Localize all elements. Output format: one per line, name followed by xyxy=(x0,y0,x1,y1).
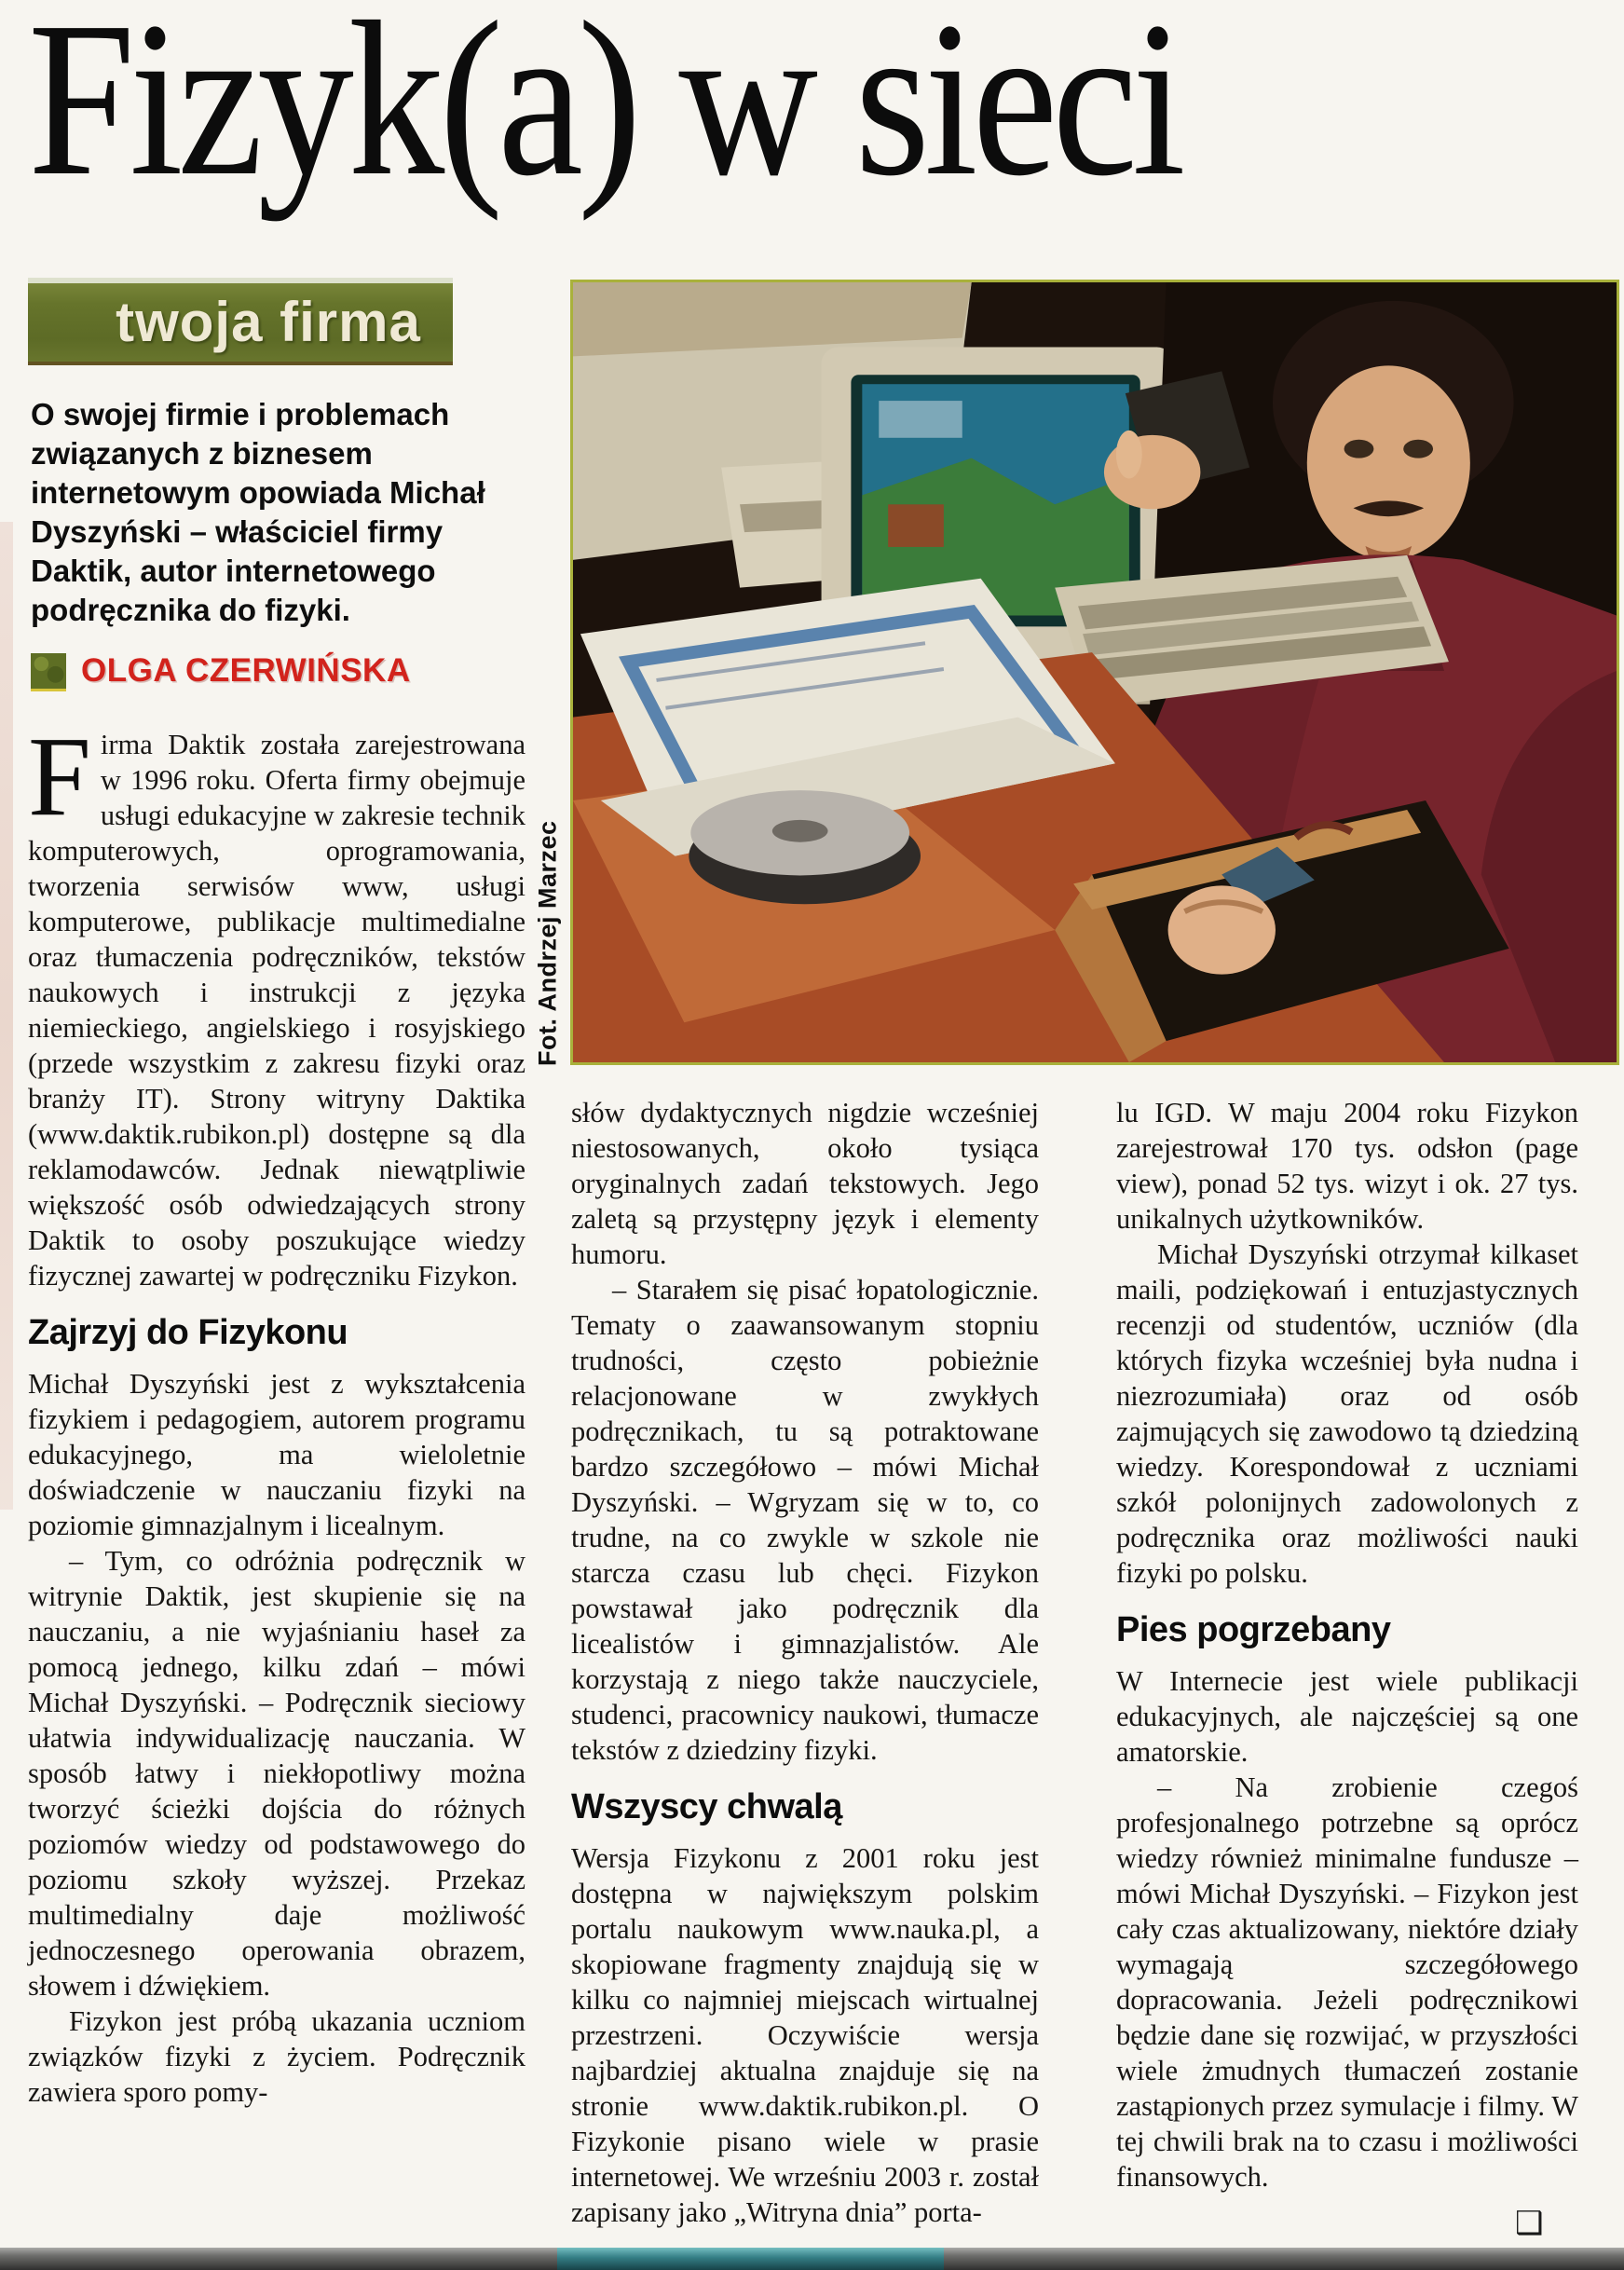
paragraph: Fizykon jest próbą ukazania uczniom związków fizyki z życiem. Podręcznik zawiera sporo pomy- xyxy=(28,2005,525,2108)
paragraph: lu IGD. W maju 2004 roku Fizykon zarejestrował 170 tys. odsłon (page view), ponad 52 tys. wizyt i ok. 27 tys. unikalnych użytkowników. xyxy=(1116,1097,1578,1235)
paragraph: Michał Dyszyński otrzymał kilkaset maili, podziękowań i entuzjastycznych recenzji od studentów, uczniów (dla których fizyka wcześniej była nudna i niezrozumiała) oraz od osób zajmujących się zawodowo tą dziedziną wiedzy. Korespondował z uczniami szkół polonijnych zadowolonych z podręcznika oraz możliwości nauki fizyki po polsku. xyxy=(1116,1238,1578,1589)
photo-illustration xyxy=(573,282,1617,1062)
article-photo xyxy=(570,280,1619,1065)
byline xyxy=(31,652,411,690)
paragraph xyxy=(28,714,525,1293)
bottom-rule-teal-segment xyxy=(557,2248,944,2270)
paragraph: Wersja Fizykonu z 2001 roku jest dostępna w największym polskim portalu naukowym www.nauka.pl, a skopiowane fragmenty znajdują się w kilku co najmniej miejscach wirtualnej przestrzeni. Oczywiście wersja najbardziej aktualna znajduje się na stronie www.daktik.rubikon.pl. O Fizykonie pisano wiele w prasie internetowej. We wrześniu 2003 r. został zapisany jako „Witryna dnia” porta- xyxy=(571,1842,1039,2228)
paragraph: Michał Dyszyński jest z wykształcenia fizykiem i pedagogiem, autorem programu edukacyjnego, ma wieloletnie doświadczenie w nauczaniu fizyki na poziomie gimnazjalnym i licealnym. xyxy=(28,1368,525,1541)
paragraph-text: irma Daktik została zarejestrowana w 1996 roku. Oferta firmy obejmuje usługi edukacyjne w zakresie technik komputerowych, oprogramowania, tworzenia serwisów www, usługi komputerowe, publikacje multimedialne oraz tłumaczenia podręczników, tekstów naukowych i instrukcji z języka niemieckiego, angielskiego i rosyjskiego (przede wszystkim z zakresu fizyki oraz branży IT). Strony witryny Daktika (www.daktik.rubikon.pl) dostępne są dla reklamodawców. Jednak niewątpliwie większość osób odwiedzających strony Daktik to osoby poszukujące wiedzy fizycznej zawartej w podręczniku Fizykon. xyxy=(28,729,525,1292)
paragraph: W Internecie jest wiele publikacji edukacyjnych, ale najczęściej są one amatorskie. xyxy=(1116,1665,1578,1768)
subheading-zajrzyj: Zajrzyj do Fizykonu xyxy=(28,1313,348,1352)
cd-spindle xyxy=(689,790,921,904)
paragraph: – Na zrobienie czegoś profesjonalnego potrzebne są oprócz wiedzy również minimalne fundusze – mówi Michał Dyszyński. – Fizykon jest cały czas aktualizowany, niektóre działy wymagają szczegółowego dopracowania. Jeżeli podręcznikowi będzie dane się rozwijać, w przyszłości wiele żmudnych tłumaczeń zostanie zastąpionych przez symulacje i filmy. W tej chwili brak na to czasu i możliwości finansowych. xyxy=(1116,1771,1578,2193)
article-headline: Fizyk(a) w sieci xyxy=(28,0,1180,222)
photo-credit: Fot. Andrzej Marzec xyxy=(533,820,562,1066)
paragraph: – Starałem się pisać łopatologicznie. Tematy o zaawansowanym stopniu trudności, często pobieżnie relacjonowane w zwykłych podręcznikach, tu są potraktowane bardzo szczegółowo – mówi Michał Dyszyński. – Wgryzam się w to, co trudne, na co zwykle w szkole nie starcza czasu lub chęci. Fizykon powstawał jako podręcznik dla licealistów i gimnazjalistów. Ale korzystają z niego także nauczyciele, studenci, pracownicy naukowi, tłumacze tekstów z dziedziny fizyki. xyxy=(571,1274,1039,1766)
paragraph: słów dydaktycznych nigdzie wcześniej niestosowanych, około tysiąca oryginalnych zadań tekstowych. Jego zaletą są przystępny język i elementy humoru. xyxy=(571,1097,1039,1270)
section-badge xyxy=(28,278,453,365)
body-column-1 xyxy=(28,714,525,2110)
drop-cap: F xyxy=(28,714,91,840)
article-lead: O swojej firmie i problemach związanych z biznesem internetowym opowiada Michał Dyszyński – właściciel firmy Daktik, autor internetowego podręcznika do fizyki. xyxy=(31,397,485,627)
byline-square-icon xyxy=(31,653,66,689)
bottom-rule-bar xyxy=(0,2248,1624,2270)
body-column-3 xyxy=(1116,1095,1578,2195)
paragraph: – Tym, co odróżnia podręcznik w witrynie Daktik, jest skupienie się na nauczaniu, a nie wyjaśnianiu haseł za pomocą jednego, kilku zdań – mówi Michał Dyszyński. – Podręcznik sieciowy ułatwia indywidualizację nauczania. W sposób łatwy i niekłopotliwy można tworzyć ścieżki dojścia do różnych poziomów wiedzy od podstawowego do poziomu szkoły wyższej. Przekaz multimedialny daje możliwość jednoczesnego operowania obrazem, słowem i dźwiękiem. xyxy=(28,1545,525,2002)
subheading-wszyscy: Wszyscy chwalą xyxy=(571,1787,842,1826)
byline-author: OLGA CZERWIŃSKA xyxy=(81,652,411,689)
end-of-article-mark: ❑ xyxy=(1515,2205,1544,2242)
section-badge-label: twoja firma xyxy=(116,290,421,353)
scan-edge-artifact xyxy=(0,522,13,1510)
subheading-pies: Pies pogrzebany xyxy=(1116,1610,1391,1649)
face xyxy=(1307,365,1470,560)
fist xyxy=(1168,885,1276,974)
body-column-2 xyxy=(571,1095,1039,2230)
